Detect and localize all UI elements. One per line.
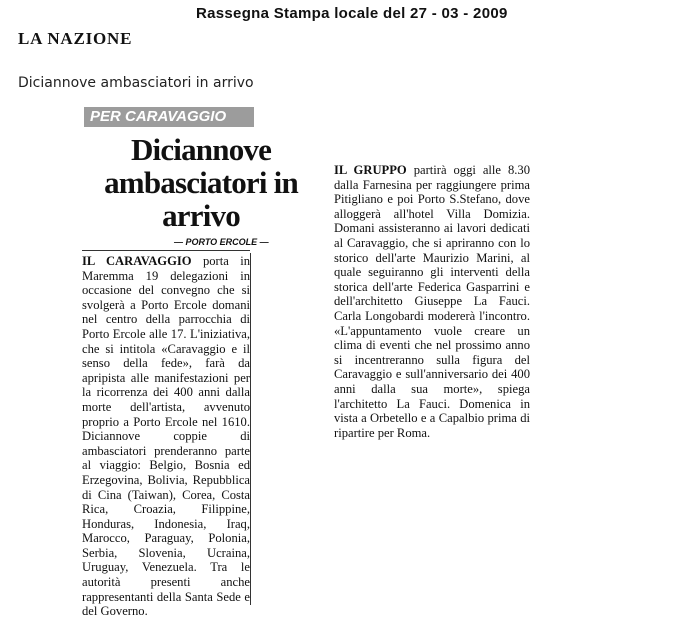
kicker-label: PER CARAVAGGIO: [84, 107, 254, 127]
newspaper-name: LA NAZIONE: [18, 29, 133, 48]
dateline: — PORTO ERCOLE —: [174, 237, 269, 247]
article-column-2: [334, 163, 530, 440]
column-1-lead: IL CARAVAGGIO: [82, 254, 192, 268]
newspaper-clipping: [76, 103, 536, 619]
article-title-label: Diciannove ambasciatori in arrivo: [18, 75, 254, 91]
column-divider: [250, 253, 251, 605]
column-1-body: porta in Maremma 19 delegazioni in occasione del convegno che si svolgerà a Porto Ercole domani nel centro della parrocchia di Porto Ercole alle 17. L'iniziativa, che si intitola «Caravaggio e il senso della fede», farà da apripista alle manifestazioni per la ricorrenza dei 400 anni dalla morte dell'artista, avvenuto proprio a Porto Ercole nel 1610. Diciannove coppie di ambasciatori prenderanno parte al viaggio: Belgio, Bosnia ed Erzegovina, Bolivia, Repubblica di Cina (Taiwan), Corea, Costa Rica, Croazia, Filippine, Honduras, Indonesia, Iraq, Marocco, Paraguay, Polonia, Serbia, Slovenia, Ucraina, Uruguay, Venezuela. Tra le autorità presenti anche rappresentanti della Santa Sede e del Governo.: [82, 254, 250, 619]
section-divider: [82, 250, 250, 251]
headline: Diciannove ambasciatori in arrivo: [104, 132, 298, 233]
column-2-lead: IL GRUPPO: [334, 163, 407, 177]
article-column-1: [82, 254, 250, 619]
press-review-title: Rassegna Stampa locale del 27 - 03 - 2009: [196, 5, 508, 22]
column-2-body: partirà oggi alle 8.30 dalla Farnesina per raggiungere prima Pitigliano e poi Porto S.Stefano, dove alloggerà all'hotel Villa Domizia. Domani assisteranno ai lavori dedicati al Caravaggio, che si apriranno con lo storico dell'arte Maurizio Marini, al quale seguiranno gli interventi della storica dell'arte Federica Gasparrini e dell'architetto Giuseppe La Fauci. Carla Longobardi modererà l'incontro. «L'appuntamento vuole creare un clima di eventi che nel prossimo anno si incentreranno sulla figura del Caravaggio e sull'anniversario dei 400 anni dalla sua morte», spiega l'architetto La Fauci. Domenica in vista a Orbetello e a Capalbio prima di ripartire per Roma.: [334, 163, 531, 440]
